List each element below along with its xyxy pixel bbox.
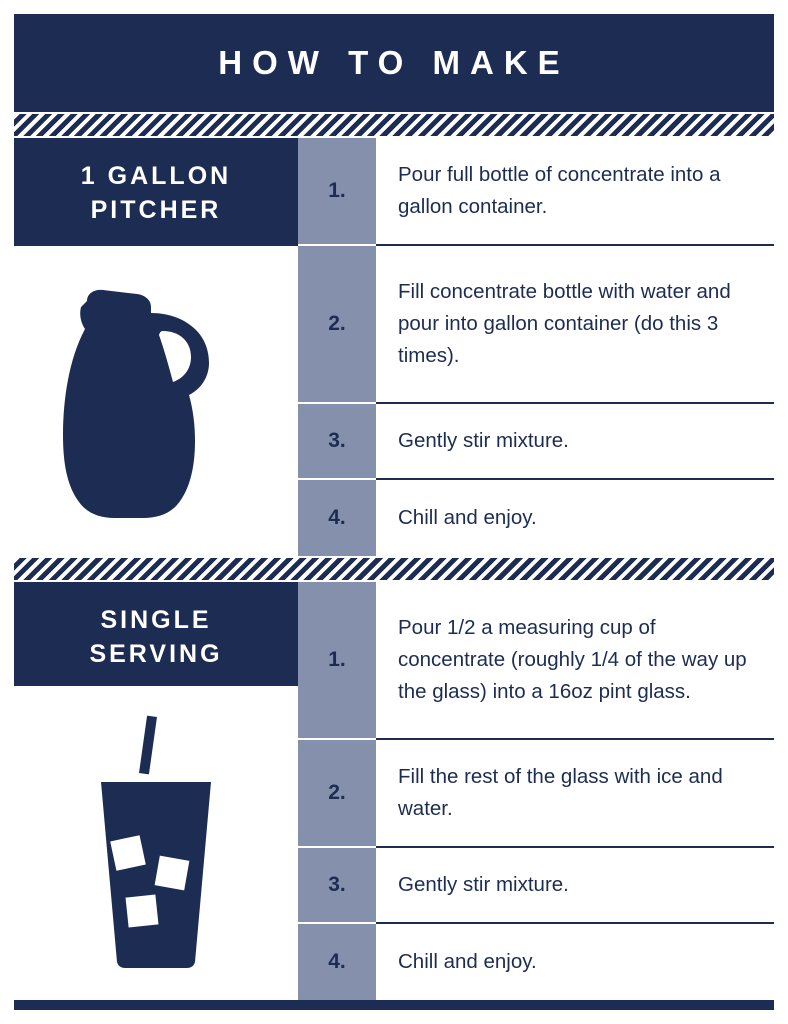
- page-title: HOW TO MAKE: [218, 44, 570, 81]
- step-number: 3.: [298, 848, 376, 924]
- step-text: Fill the rest of the glass with ice and water.: [376, 740, 774, 848]
- section-heading-line1: 1 GALLON: [80, 162, 232, 190]
- glass-with-ice-icon: [71, 710, 241, 970]
- step-text: Pour 1/2 a measuring cup of concentrate (roughly 1/4 of the way up the glass) into a 16oz pint glass.: [376, 582, 774, 740]
- step-number: 4.: [328, 950, 346, 973]
- step-number-column-single-serving: [298, 582, 376, 1000]
- hatched-divider-middle: [14, 556, 774, 582]
- step-number: 3.: [298, 404, 376, 480]
- section-heading-line2: SERVING: [89, 639, 223, 668]
- glass-with-ice-icon-container: [14, 686, 298, 1000]
- step-text-column-single-serving: [376, 582, 774, 1000]
- section-heading-gallon-pitcher: [14, 138, 298, 246]
- step-number-column-gallon-pitcher: [298, 138, 376, 556]
- step-text-column-gallon-pitcher: [376, 138, 774, 556]
- step-text: Chill and enjoy.: [398, 506, 537, 530]
- section-single-serving: [14, 582, 774, 1000]
- step-number: 1.: [298, 582, 376, 740]
- step-number: 4.: [328, 506, 346, 529]
- pitcher-icon-container: [14, 246, 298, 556]
- step-text: Fill concentrate bottle with water and pour into gallon container (do this 3 times).: [376, 246, 774, 404]
- section-label-column-gallon-pitcher: [14, 138, 298, 556]
- hatched-divider-top: [14, 112, 774, 138]
- card-frame: [14, 14, 774, 1010]
- step-number: 2.: [298, 246, 376, 404]
- step-number: 1.: [298, 138, 376, 246]
- section-gallon-pitcher: [14, 138, 774, 556]
- step-text: Pour full bottle of concentrate into a gallon container.: [376, 138, 774, 246]
- card-header: [14, 14, 774, 112]
- pitcher-icon: [51, 273, 261, 523]
- step-text: Gently stir mixture.: [376, 404, 774, 480]
- section-heading-line2: PITCHER: [90, 195, 222, 224]
- section-heading-line1: SINGLE: [100, 606, 212, 634]
- section-heading-single-serving: [14, 582, 298, 686]
- section-label-column-single-serving: [14, 582, 298, 1000]
- step-text: Chill and enjoy.: [398, 950, 537, 974]
- step-text: Gently stir mixture.: [376, 848, 774, 924]
- step-number: 2.: [298, 740, 376, 848]
